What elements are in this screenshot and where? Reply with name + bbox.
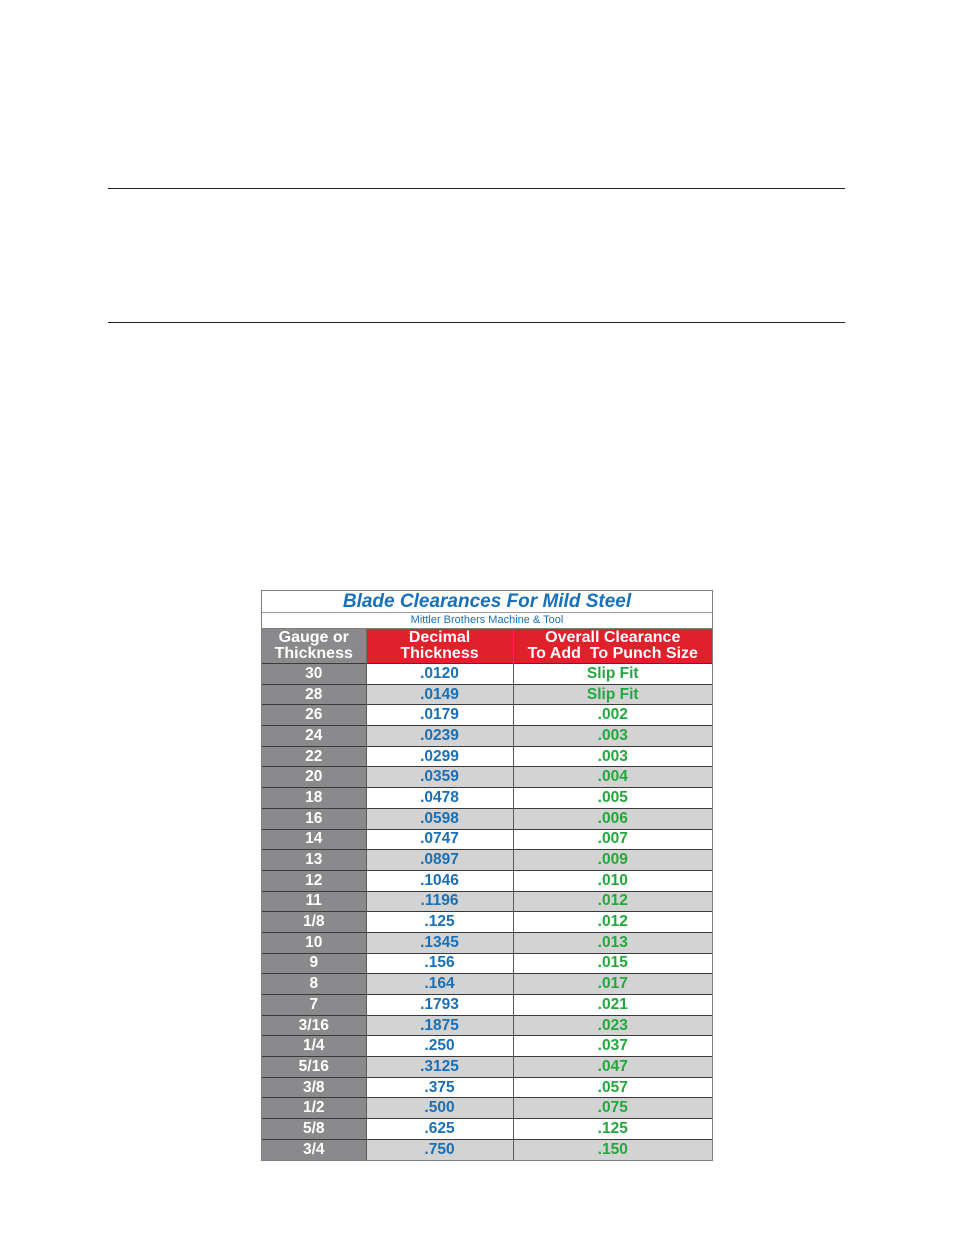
decimal-cell: .0239 (366, 726, 513, 747)
clearance-cell: Slip Fit (513, 664, 712, 685)
table-row (262, 746, 712, 767)
table-row (262, 1015, 712, 1036)
header-gauge-line1: Gauge or (278, 629, 349, 646)
clearance-table (262, 629, 712, 1160)
table-row (262, 850, 712, 871)
table-row (262, 1077, 712, 1098)
table-row (262, 974, 712, 995)
header-clearance (513, 629, 712, 664)
clearance-cell: .004 (513, 767, 712, 788)
decimal-cell: .0179 (366, 705, 513, 726)
blade-clearance-chart (261, 590, 713, 1161)
gauge-cell: 26 (262, 705, 366, 726)
gauge-cell: 7 (262, 995, 366, 1016)
clearance-cell: .012 (513, 891, 712, 912)
clearance-cell: .023 (513, 1015, 712, 1036)
clearance-cell: .002 (513, 705, 712, 726)
gauge-cell: 20 (262, 767, 366, 788)
gauge-cell: 3/8 (262, 1077, 366, 1098)
table-row (262, 953, 712, 974)
gauge-cell: 18 (262, 788, 366, 809)
decimal-cell: .750 (366, 1139, 513, 1159)
gauge-cell: 1/8 (262, 912, 366, 933)
decimal-cell: .0478 (366, 788, 513, 809)
decimal-cell: .0359 (366, 767, 513, 788)
clearance-cell: .047 (513, 1057, 712, 1078)
gauge-cell: 1/2 (262, 1098, 366, 1119)
gauge-cell: 9 (262, 953, 366, 974)
decimal-cell: .375 (366, 1077, 513, 1098)
clearance-cell: .017 (513, 974, 712, 995)
horizontal-rule-top (108, 188, 845, 189)
clearance-cell: .007 (513, 829, 712, 850)
decimal-cell: .3125 (366, 1057, 513, 1078)
gauge-cell: 30 (262, 664, 366, 685)
clearance-cell: Slip Fit (513, 684, 712, 705)
clearance-cell: .015 (513, 953, 712, 974)
decimal-cell: .1875 (366, 1015, 513, 1036)
table-row (262, 1057, 712, 1078)
table-row (262, 1139, 712, 1159)
clearance-cell: .125 (513, 1119, 712, 1140)
header-decimal-line1: Decimal (408, 629, 471, 646)
decimal-cell: .1345 (366, 932, 513, 953)
decimal-cell: .0299 (366, 746, 513, 767)
table-row (262, 788, 712, 809)
decimal-cell: .0747 (366, 829, 513, 850)
table-row (262, 684, 712, 705)
gauge-cell: 11 (262, 891, 366, 912)
chart-subtitle: Mittler Brothers Machine & Tool (262, 613, 712, 629)
gauge-cell: 14 (262, 829, 366, 850)
gauge-cell: 13 (262, 850, 366, 871)
header-clearance-line1: Overall Clearance (545, 629, 681, 646)
clearance-cell: .010 (513, 870, 712, 891)
gauge-cell: 12 (262, 870, 366, 891)
clearance-cell: .006 (513, 808, 712, 829)
table-row (262, 726, 712, 747)
clearance-cell: .009 (513, 850, 712, 871)
decimal-cell: .0120 (366, 664, 513, 685)
decimal-cell: .156 (366, 953, 513, 974)
decimal-cell: .125 (366, 912, 513, 933)
clearance-cell: .037 (513, 1036, 712, 1057)
header-clearance-line2: To Add To Punch Size (527, 645, 698, 662)
clearance-cell: .003 (513, 726, 712, 747)
gauge-cell: 24 (262, 726, 366, 747)
gauge-cell: 1/4 (262, 1036, 366, 1057)
header-decimal (366, 629, 513, 664)
table-row (262, 829, 712, 850)
chart-title: Blade Clearances For Mild Steel (262, 591, 712, 613)
gauge-cell: 16 (262, 808, 366, 829)
table-row (262, 1098, 712, 1119)
gauge-cell: 5/8 (262, 1119, 366, 1140)
clearance-cell: .013 (513, 932, 712, 953)
decimal-cell: .1793 (366, 995, 513, 1016)
gauge-cell: 8 (262, 974, 366, 995)
table-row (262, 891, 712, 912)
clearance-cell: .075 (513, 1098, 712, 1119)
table-row (262, 1119, 712, 1140)
decimal-cell: .1196 (366, 891, 513, 912)
decimal-cell: .250 (366, 1036, 513, 1057)
clearance-cell: .012 (513, 912, 712, 933)
gauge-cell: 28 (262, 684, 366, 705)
decimal-cell: .1046 (366, 870, 513, 891)
clearance-cell: .021 (513, 995, 712, 1016)
clearance-cell: .005 (513, 788, 712, 809)
table-row (262, 664, 712, 685)
table-row (262, 808, 712, 829)
clearance-cell: .003 (513, 746, 712, 767)
clearance-cell: .057 (513, 1077, 712, 1098)
table-row (262, 995, 712, 1016)
gauge-cell: 5/16 (262, 1057, 366, 1078)
table-row (262, 767, 712, 788)
header-decimal-line2: Thickness (400, 645, 479, 662)
gauge-cell: 22 (262, 746, 366, 767)
decimal-cell: .164 (366, 974, 513, 995)
decimal-cell: .500 (366, 1098, 513, 1119)
gauge-cell: 10 (262, 932, 366, 953)
header-gauge (262, 629, 366, 664)
table-row (262, 705, 712, 726)
gauge-cell: 3/4 (262, 1139, 366, 1159)
table-row (262, 870, 712, 891)
clearance-cell: .150 (513, 1139, 712, 1159)
gauge-cell: 3/16 (262, 1015, 366, 1036)
horizontal-rule-bottom (108, 322, 845, 323)
table-header-row (262, 629, 712, 664)
table-row (262, 932, 712, 953)
decimal-cell: .0149 (366, 684, 513, 705)
table-row (262, 1036, 712, 1057)
table-row (262, 912, 712, 933)
decimal-cell: .0897 (366, 850, 513, 871)
table-body (262, 664, 712, 1160)
decimal-cell: .0598 (366, 808, 513, 829)
header-gauge-line2: Thickness (274, 645, 353, 662)
decimal-cell: .625 (366, 1119, 513, 1140)
